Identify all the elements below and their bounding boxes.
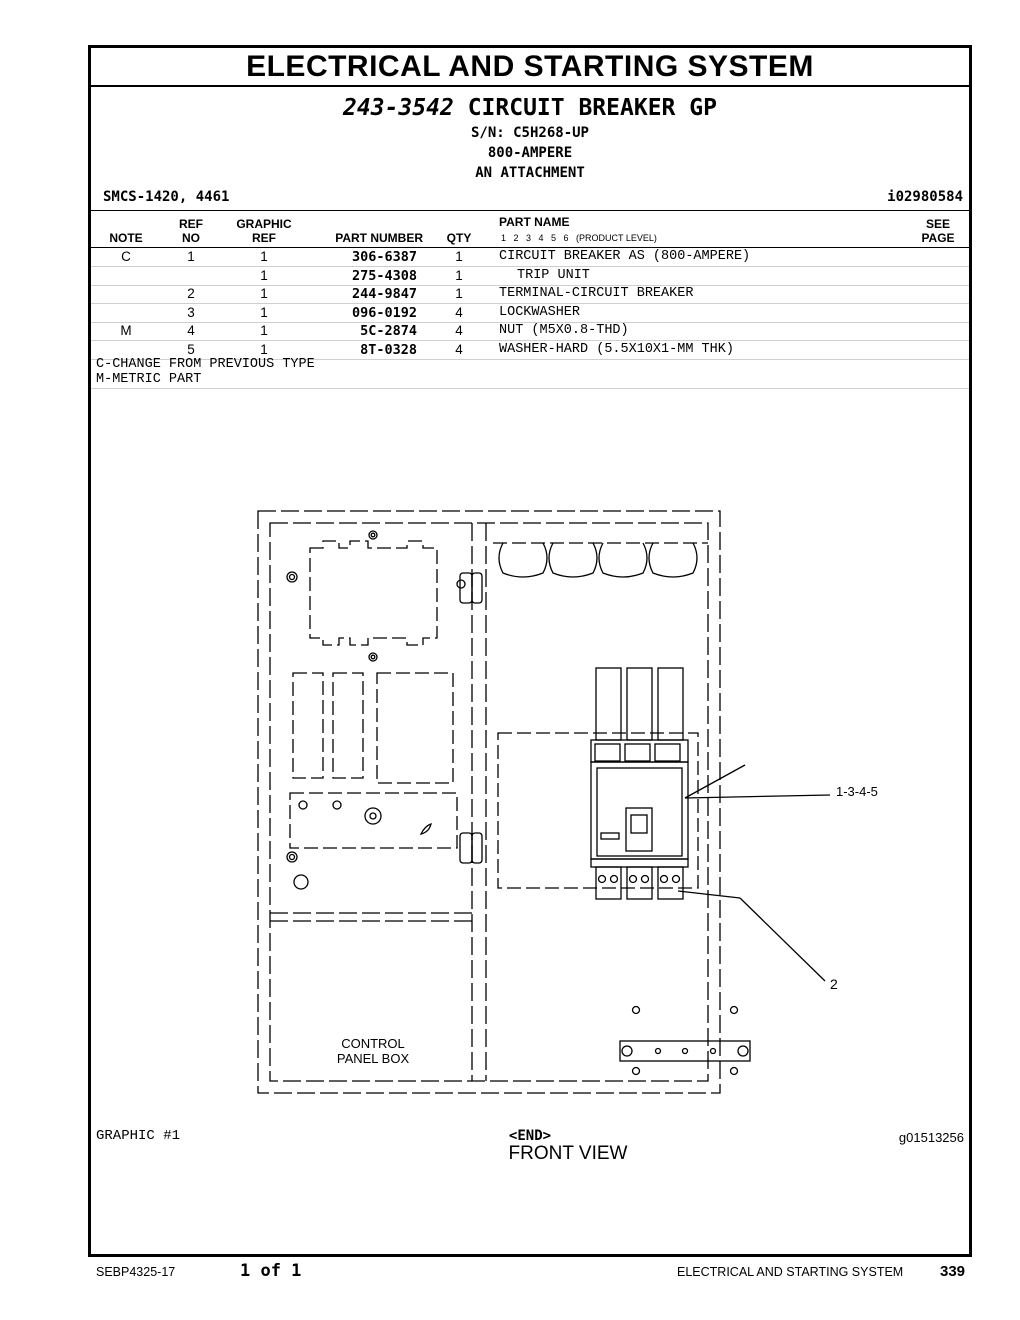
- col-graphic-top: GRAPHIC: [236, 217, 292, 231]
- graphic-id: g01513256: [898, 1130, 964, 1145]
- row-graphic-ref: 1: [260, 323, 268, 338]
- col-part-name: PART NAME: [499, 215, 570, 229]
- row-part-name: TERMINAL-CIRCUIT BREAKER: [499, 286, 694, 301]
- illustration-ref: i02980584: [887, 189, 963, 205]
- row-part-name: LOCKWASHER: [499, 304, 581, 320]
- group-part-number: 243-3542: [343, 95, 454, 121]
- doc-number: SEBP4325-17: [96, 1265, 176, 1279]
- end-mark: <END>: [508, 1128, 552, 1144]
- table-notes: [96, 357, 315, 387]
- row-ref-no: 2: [187, 286, 195, 301]
- row-part-name: CIRCUIT BREAKER AS (800-AMPERE): [499, 249, 751, 264]
- row-part-number[interactable]: 244-9847: [351, 286, 417, 302]
- page-frame: [88, 45, 972, 1257]
- row-part-name: WASHER-HARD (5.5X10X1-MM THK): [499, 341, 734, 357]
- row-graphic-ref: 1: [260, 249, 268, 264]
- row-part-name: TRIP UNIT: [517, 267, 590, 283]
- front-view-label: FRONT VIEW: [508, 1143, 628, 1164]
- notes-rule: [91, 388, 969, 389]
- row-ref-no: 1: [187, 249, 195, 264]
- graphic-number: GRAPHIC #1: [96, 1128, 181, 1144]
- col-qty: QTY: [446, 231, 472, 245]
- row-part-number[interactable]: 096-0192: [351, 304, 417, 321]
- row-qty: 1: [455, 249, 463, 264]
- table-row: [91, 322, 969, 341]
- row-part-number[interactable]: 5C-2874: [360, 323, 417, 339]
- row-graphic-ref: 1: [260, 341, 268, 357]
- group-heading: [91, 94, 969, 122]
- row-qty: 4: [455, 341, 463, 357]
- row-part-number[interactable]: 306-6387: [351, 249, 417, 265]
- note-metric: M-METRIC PART: [96, 372, 202, 387]
- col-ref-top: REF: [179, 217, 203, 231]
- table-row: [91, 248, 969, 267]
- page-of: 1 of 1: [240, 1261, 302, 1281]
- product-level-legend: 1 2 3 4 5 6 (PRODUCT LEVEL): [501, 233, 657, 243]
- row-ref-no: [176, 267, 206, 285]
- row-note: [101, 285, 151, 303]
- row-part-number[interactable]: 8T-0328: [360, 341, 417, 358]
- col-ref-bottom: NO: [182, 231, 200, 245]
- group-name: CIRCUIT BREAKER GP: [467, 95, 717, 121]
- row-note: [101, 341, 151, 359]
- callout-2: 2: [830, 976, 838, 992]
- row-qty: 1: [455, 267, 463, 283]
- table-row: [91, 285, 969, 304]
- row-note: C: [121, 249, 131, 264]
- col-note: NOTE: [109, 231, 143, 245]
- serial-number: S/N: C5H268-UP: [470, 125, 589, 141]
- row-ref-no: 3: [187, 304, 195, 320]
- page-number: 339: [940, 1263, 966, 1280]
- row-note: M: [120, 323, 132, 338]
- col-part-number: PART NUMBER: [335, 231, 423, 245]
- row-part-number[interactable]: 275-4308: [351, 267, 417, 284]
- footer-section: ELECTRICAL AND STARTING SYSTEM: [677, 1265, 904, 1279]
- control-label: CONTROL: [341, 1036, 405, 1051]
- table-row: [91, 267, 969, 286]
- row-qty: 4: [455, 323, 463, 338]
- row-graphic-ref: 1: [260, 304, 268, 320]
- row-note: [101, 304, 151, 322]
- row-qty: 4: [455, 304, 463, 320]
- col-graphic-bottom: REF: [252, 231, 276, 245]
- attachment-type: AN ATTACHMENT: [475, 165, 585, 181]
- smcs-code: SMCS-1420, 4461: [103, 189, 230, 205]
- row-part-name: NUT (M5X0.8-THD): [499, 323, 629, 338]
- row-ref-no: 5: [187, 341, 195, 357]
- row-ref-no: 4: [187, 323, 195, 338]
- panel-box-label: PANEL BOX: [336, 1051, 410, 1066]
- row-note: [101, 267, 151, 285]
- row-graphic-ref: 1: [260, 286, 268, 301]
- row-qty: 1: [455, 286, 463, 301]
- col-see-top: SEE: [925, 217, 950, 231]
- row-graphic-ref: 1: [260, 267, 268, 283]
- rating: 800-AMPERE: [487, 145, 573, 161]
- note-change: C-CHANGE FROM PREVIOUS TYPE: [96, 357, 315, 372]
- table-row: [91, 304, 969, 323]
- table-top-rule: [91, 210, 969, 211]
- callout-1-3-4-5: 1-3-4-5: [836, 784, 878, 799]
- page-title: ELECTRICAL AND STARTING SYSTEM: [91, 48, 969, 87]
- col-see-bottom: PAGE: [921, 231, 955, 245]
